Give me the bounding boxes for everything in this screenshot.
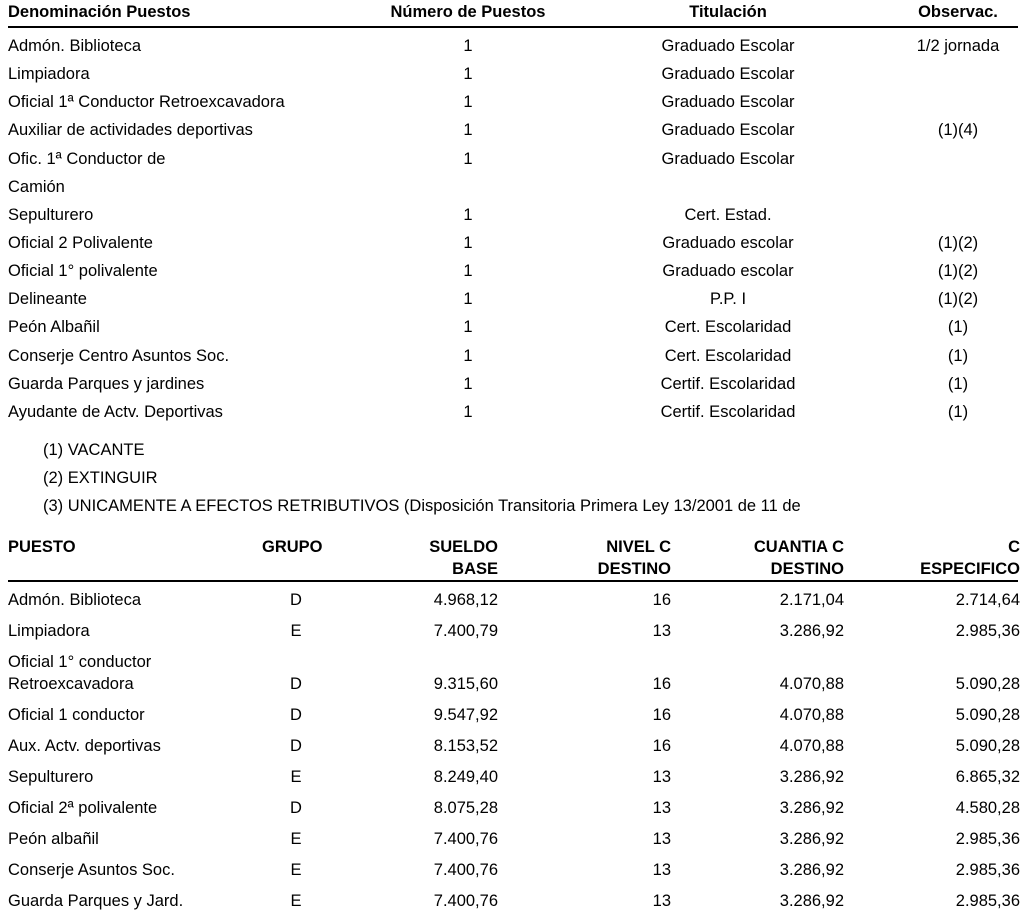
cell-numero: 1	[463, 318, 473, 337]
cell-denominacion: Guarda Parques y jardines	[8, 374, 205, 393]
cell-grupo: D	[290, 799, 302, 817]
table-row	[8, 613, 1018, 644]
table-row	[8, 225, 1018, 253]
table-row	[8, 253, 1018, 281]
salary-table	[8, 536, 1018, 914]
cell-especifico: 5.090,28	[955, 675, 1020, 693]
table-row	[8, 338, 1018, 366]
cell-denominacion: Oficial 2 Polivalente	[8, 233, 153, 252]
salary-table-body	[8, 582, 1018, 914]
cell-especifico: 6.865,32	[955, 768, 1020, 786]
cell-titulacion: Graduado Escolar	[661, 37, 795, 55]
cell-puesto: Conserje Asuntos Soc.	[8, 861, 175, 879]
cell-denominacion: Sepulturero	[8, 205, 94, 224]
cell-titulacion: Certif. Escolaridad	[660, 402, 796, 421]
cell-cuantia-destino: 4.070,88	[779, 706, 844, 724]
footnote-1: (1) VACANTE	[43, 441, 145, 459]
table-row	[8, 366, 1018, 394]
cell-puesto-continued: Retroexcavadora	[8, 675, 134, 693]
cell-denominacion: Ofic. 1ª Conductor de	[8, 149, 166, 168]
cell-cuantia-destino: 3.286,92	[779, 799, 844, 817]
cell-grupo: D	[290, 591, 302, 609]
cell-sueldo-base: 8.075,28	[433, 799, 498, 817]
table-row	[8, 821, 1018, 852]
table-row	[8, 112, 1018, 140]
cell-grupo: D	[290, 675, 302, 693]
cell-especifico: 2.985,36	[955, 892, 1020, 910]
cell-titulacion: Graduado Escolar	[661, 149, 795, 168]
footnote-3: (3) UNICAMENTE A EFECTOS RETRIBUTIVOS (Disposición Transitoria Primera Ley 13/2001 de 11 de	[43, 497, 801, 515]
cell-puesto: Oficial 1 conductor	[8, 706, 145, 724]
cell-numero: 1	[463, 121, 473, 140]
cell-denominacion: Admón. Biblioteca	[8, 37, 141, 55]
cell-nivel-destino: 13	[652, 861, 671, 879]
cell-observaciones: (1)(4)	[937, 121, 979, 140]
table-row	[8, 141, 1018, 169]
table-row	[8, 852, 1018, 883]
cell-nivel-destino: 16	[652, 675, 671, 693]
cell-numero: 1	[463, 205, 473, 224]
cell-puesto: Guarda Parques y Jard.	[8, 892, 184, 910]
cell-denominacion: Limpiadora	[8, 65, 90, 84]
cell-grupo: E	[290, 892, 302, 910]
cell-numero: 1	[463, 65, 473, 84]
cell-puesto: Oficial 2ª polivalente	[8, 799, 158, 817]
cell-sueldo-base: 7.400,79	[433, 622, 498, 640]
cell-titulacion: Graduado escolar	[662, 262, 794, 281]
table-row	[8, 56, 1018, 84]
cell-puesto: Aux. Actv. deportivas	[8, 737, 161, 755]
table-row	[8, 644, 1018, 697]
cell-denominacion: Delineante	[8, 290, 87, 309]
header-nivel-destino: NIVEL C DESTINO	[597, 538, 671, 578]
cell-numero: 1	[463, 402, 473, 421]
cell-sueldo-base: 7.400,76	[433, 861, 498, 879]
cell-numero: 1	[463, 290, 473, 309]
cell-sueldo-base: 7.400,76	[433, 830, 498, 848]
cell-denominacion: Auxiliar de actividades deportivas	[8, 121, 253, 140]
cell-especifico: 5.090,28	[955, 737, 1020, 755]
cell-especifico: 5.090,28	[955, 706, 1020, 724]
cell-especifico: 4.580,28	[955, 799, 1020, 817]
header-grupo: GRUPO	[262, 538, 323, 556]
cell-nivel-destino: 13	[652, 830, 671, 848]
cell-observaciones: (1)(2)	[937, 262, 979, 281]
table-row	[8, 759, 1018, 790]
cell-titulacion: Cert. Escolaridad	[664, 346, 792, 365]
cell-sueldo-base: 8.249,40	[433, 768, 498, 786]
table-row	[8, 309, 1018, 337]
cell-puesto: Limpiadora	[8, 622, 90, 640]
table-row	[8, 394, 1018, 422]
cell-numero: 1	[463, 346, 473, 365]
cell-nivel-destino: 16	[652, 737, 671, 755]
cell-observaciones: (1)	[947, 402, 969, 421]
table-row	[8, 728, 1018, 759]
header-especifico: C ESPECIFICO	[920, 538, 1020, 578]
header-sueldo-base: SUELDO BASE	[429, 538, 498, 578]
cell-especifico: 2.985,36	[955, 622, 1020, 640]
cell-nivel-destino: 13	[652, 768, 671, 786]
cell-numero: 1	[463, 149, 473, 168]
table-row	[8, 790, 1018, 821]
cell-puesto: Sepulturero	[8, 768, 94, 786]
header-cuantia-destino: CUANTIA C DESTINO	[753, 538, 844, 578]
cell-cuantia-destino: 3.286,92	[779, 861, 844, 879]
cell-titulacion: Graduado escolar	[662, 233, 794, 252]
table-row	[8, 169, 1018, 197]
cell-observaciones: (1)(2)	[937, 233, 979, 252]
cell-titulacion: Cert. Estad.	[684, 205, 772, 224]
cell-puesto: Admón. Biblioteca	[8, 591, 141, 609]
cell-titulacion: Graduado Escolar	[661, 65, 795, 84]
header-puesto: PUESTO	[8, 538, 76, 556]
cell-titulacion: Cert. Escolaridad	[664, 318, 792, 337]
cell-cuantia-destino: 2.171,04	[779, 591, 844, 609]
cell-observaciones: (1)	[947, 374, 969, 393]
cell-cuantia-destino: 4.070,88	[779, 675, 844, 693]
table-row	[8, 281, 1018, 309]
cell-numero: 1	[463, 374, 473, 393]
cell-sueldo-base: 9.315,60	[433, 675, 498, 693]
cell-sueldo-base: 4.968,12	[433, 591, 498, 609]
positions-table-header	[8, 0, 1018, 28]
cell-denominacion: Oficial 1° polivalente	[8, 262, 158, 281]
cell-numero: 1	[463, 233, 473, 252]
cell-cuantia-destino: 4.070,88	[779, 737, 844, 755]
cell-observaciones: (1)	[947, 346, 969, 365]
cell-nivel-destino: 16	[652, 591, 671, 609]
cell-denominacion: Conserje Centro Asuntos Soc.	[8, 346, 230, 365]
cell-observaciones: (1)(2)	[937, 290, 979, 309]
positions-table-body	[8, 28, 1018, 422]
header-numero: Número de Puestos	[390, 3, 546, 21]
cell-observaciones: (1)	[947, 318, 969, 337]
cell-denominacion: Ayudante de Actv. Deportivas	[8, 402, 223, 421]
table-row	[8, 883, 1018, 914]
cell-cuantia-destino: 3.286,92	[779, 622, 844, 640]
cell-titulacion: Graduado Escolar	[661, 93, 795, 112]
cell-grupo: D	[290, 737, 302, 755]
cell-numero: 1	[463, 262, 473, 281]
salary-table-header	[8, 536, 1018, 582]
table-row	[8, 197, 1018, 225]
cell-titulacion: Certif. Escolaridad	[660, 374, 796, 393]
cell-nivel-destino: 16	[652, 706, 671, 724]
cell-denominacion: Oficial 1ª Conductor Retroexcavadora	[8, 93, 285, 112]
cell-grupo: E	[290, 830, 302, 848]
table-row	[8, 582, 1018, 613]
cell-grupo: D	[290, 706, 302, 724]
cell-sueldo-base: 9.547,92	[433, 706, 498, 724]
cell-numero: 1	[463, 37, 473, 55]
cell-nivel-destino: 13	[652, 799, 671, 817]
cell-titulacion: Graduado Escolar	[661, 121, 795, 140]
cell-especifico: 2.714,64	[955, 591, 1020, 609]
positions-table	[8, 0, 1018, 422]
cell-denominacion: Camión	[8, 177, 65, 196]
table-row	[8, 697, 1018, 728]
cell-numero: 1	[463, 93, 473, 112]
header-denominacion: Denominación Puestos	[8, 3, 191, 21]
footnote-2: (2) EXTINGUIR	[43, 469, 158, 487]
cell-observaciones: 1/2 jornada	[916, 37, 1000, 55]
cell-titulacion: P.P. I	[709, 290, 747, 309]
table-row	[8, 84, 1018, 112]
table-row	[8, 28, 1018, 56]
cell-denominacion: Peón Albañil	[8, 318, 100, 337]
cell-sueldo-base: 7.400,76	[433, 892, 498, 910]
cell-cuantia-destino: 3.286,92	[779, 892, 844, 910]
cell-grupo: E	[290, 861, 302, 879]
cell-nivel-destino: 13	[652, 892, 671, 910]
cell-sueldo-base: 8.153,52	[433, 737, 498, 755]
cell-cuantia-destino: 3.286,92	[779, 768, 844, 786]
cell-grupo: E	[290, 622, 302, 640]
header-observaciones: Observac.	[918, 3, 998, 21]
cell-especifico: 2.985,36	[955, 830, 1020, 848]
cell-especifico: 2.985,36	[955, 861, 1020, 879]
cell-puesto: Oficial 1° conductor	[8, 653, 152, 671]
cell-cuantia-destino: 3.286,92	[779, 830, 844, 848]
cell-nivel-destino: 13	[652, 622, 671, 640]
footnotes	[43, 440, 801, 524]
cell-puesto: Peón albañil	[8, 830, 99, 848]
cell-grupo: E	[290, 768, 302, 786]
header-titulacion: Titulación	[689, 3, 767, 21]
